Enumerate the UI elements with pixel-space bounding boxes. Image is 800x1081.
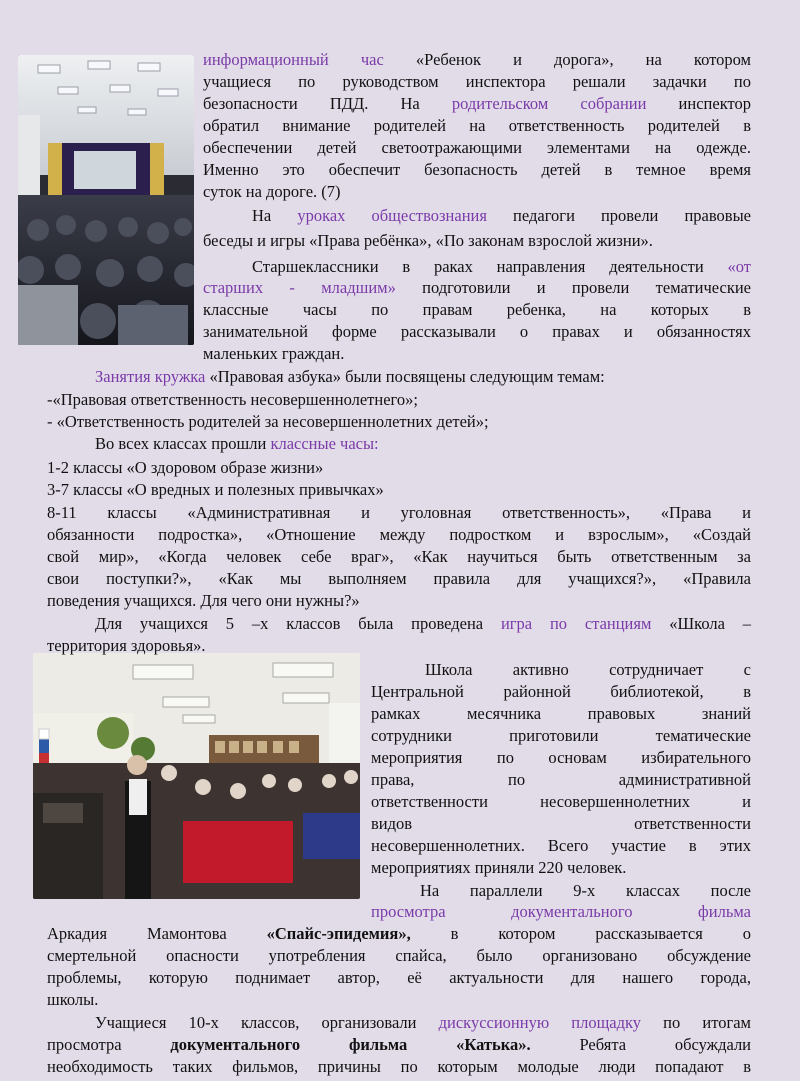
text-line [203,299,751,320]
text-run: Ребята обсуждали [530,1035,752,1054]
text-line [47,411,489,432]
text-line [47,923,751,944]
text-line [203,343,344,364]
text-line [47,524,751,545]
text-run: несовершеннолетних. Всего участие в этих [371,836,751,855]
text-run: 1-2 классы «О здоровом образе жизни» [47,458,324,477]
text-line [371,681,751,702]
text-run: сотрудники приготовили тематические [371,726,751,745]
highlighted-term: классные часы: [270,434,379,453]
text-line [203,93,751,114]
text-run: Именно это обеспечит безопасность детей в темное время [203,160,751,179]
text-line [203,230,653,251]
text-run: безопасности ПДД. На [203,94,452,113]
text-line [47,635,206,656]
text-line [203,71,751,92]
text-run: суток на дороге. (7) [203,182,341,201]
text-run: беседы и игры «Права ребёнка», «По законам взрослой жизни». [203,231,653,250]
text-run: На [252,206,298,225]
highlighted-term: Занятия кружка [95,367,206,386]
text-line [47,457,323,478]
text-line [47,1034,751,1055]
text-run: классные часы по правам ребенка, на которых в [203,300,751,319]
text-run: На параллели 9-х классах после [420,881,751,900]
text-run: школы. [47,990,99,1009]
highlighted-term: уроках обществознания [297,206,487,225]
text-run: поведения учащихся. Для чего они нужны?» [47,591,360,610]
text-run: территория здоровья». [47,636,206,655]
text-run: «Правовая азбука» были посвящены следующим темам: [205,367,605,386]
text-run: занимательной форме рассказывали о правах и обязанностях [203,322,751,341]
text-run: обеспечении детей светоотражающими элементами на одежде. [203,138,751,157]
text-run: Учащиеся 10-х классов, организовали [95,1013,439,1032]
text-line [47,502,751,523]
text-line [47,989,98,1010]
highlighted-term: родительском собрании [451,94,647,113]
text-line [371,725,751,746]
text-line [203,159,751,180]
text-run: в котором рассказывается о [410,924,751,943]
text-run: свой мир», «Когда человек себе враг», «Как научиться быть ответственным за [47,547,751,566]
highlighted-term: просмотра документального фильма [371,902,751,921]
text-run: проблемы, которую поднимает автор, её актуальности для нашего города, [47,968,751,987]
text-run: свои поступки?», «Как мы выполняем правила для учащихся?», «Правила [47,569,751,588]
text-run: педагоги провели правовые [486,206,751,225]
text-line [47,479,384,500]
text-run: Аркадия Мамонтова [47,924,267,943]
text-run: необходимость таких фильмов, причины по которым молодые люди попадают в [47,1057,751,1076]
text-line [47,967,751,988]
text-run: «Ребенок и дорога», на котором [383,50,752,69]
text-run: ответственности несовершеннолетних и [371,792,751,811]
text-run: по итогам [641,1013,751,1032]
text-line [47,1056,751,1077]
text-run: «Школа – [651,614,751,633]
text-run: мероприятиях приняли 220 человек. [371,858,627,877]
text-line [95,613,751,634]
text-run: -«Правовая ответственность несовершеннолетнего»; [47,390,418,409]
text-line [371,769,751,790]
text-line [47,389,418,410]
highlighted-term: «от [727,257,751,276]
text-run: Школа активно сотрудничает с [425,660,751,679]
text-run: инспектор [646,94,751,113]
text-run: обязанности подростка», «Отношение между подростком и взрослым», «Создай [47,525,751,544]
text-run: права, по административной [371,770,751,789]
text-run: видов ответственности [371,814,751,833]
text-line [203,49,751,70]
auditorium-photo [18,55,194,345]
text-line [203,115,751,136]
text-run: мероприятия по основам избирательного [371,748,751,767]
text-run: Для учащихся 5 –х классов была проведена [95,614,501,633]
bold-title: «Спайс-эпидемия», [266,924,411,943]
text-line [95,433,379,454]
text-line [371,791,751,812]
highlighted-term: информационный час [203,50,384,69]
text-line [425,659,751,680]
text-run: смертельной опасности употребления спайса, было организовано обсуждение [47,946,751,965]
text-line [371,747,751,768]
highlighted-term: игра по станциям [500,614,652,633]
text-line [47,546,751,567]
library-event-photo [33,653,360,899]
text-line [252,205,751,226]
highlighted-term: дискуссионную площадку [438,1013,642,1032]
text-run: Центральной районной библиотекой, в [371,682,751,701]
text-line [47,945,751,966]
text-line [203,137,751,158]
text-run: подготовили и провели тематические [395,278,751,297]
text-run: маленьких граждан. [203,344,345,363]
text-line [371,901,751,922]
text-line [371,813,751,834]
text-line [203,277,751,298]
highlighted-term: старших - младшим» [203,278,396,297]
text-run: учащиеся по руководством инспектора решали задачки по [203,72,751,91]
text-line [95,1012,751,1033]
text-line [371,857,626,878]
text-run: - «Ответственность родителей за несовершеннолетних детей»; [47,412,489,431]
text-line [203,321,751,342]
text-line [95,366,605,387]
text-line [252,256,751,277]
text-run: просмотра [47,1035,171,1054]
bold-title: документального фильма «Катька». [170,1035,531,1054]
text-line [371,835,751,856]
text-run: Старшеклассники в раках направления деятельности [252,257,728,276]
text-run: 3-7 классы «О вредных и полезных привычках» [47,480,384,499]
text-line [420,880,751,901]
text-run: Во всех классах прошли [95,434,271,453]
text-run: обратил внимание родителей на ответственность родителей в [203,116,751,135]
text-line [47,590,360,611]
text-run: 8-11 классы «Административная и уголовная ответственность», «Права и [47,503,751,522]
text-line [47,568,751,589]
text-line [371,703,751,724]
text-line [203,181,341,202]
text-run: рамках месячника правовых знаний [371,704,751,723]
